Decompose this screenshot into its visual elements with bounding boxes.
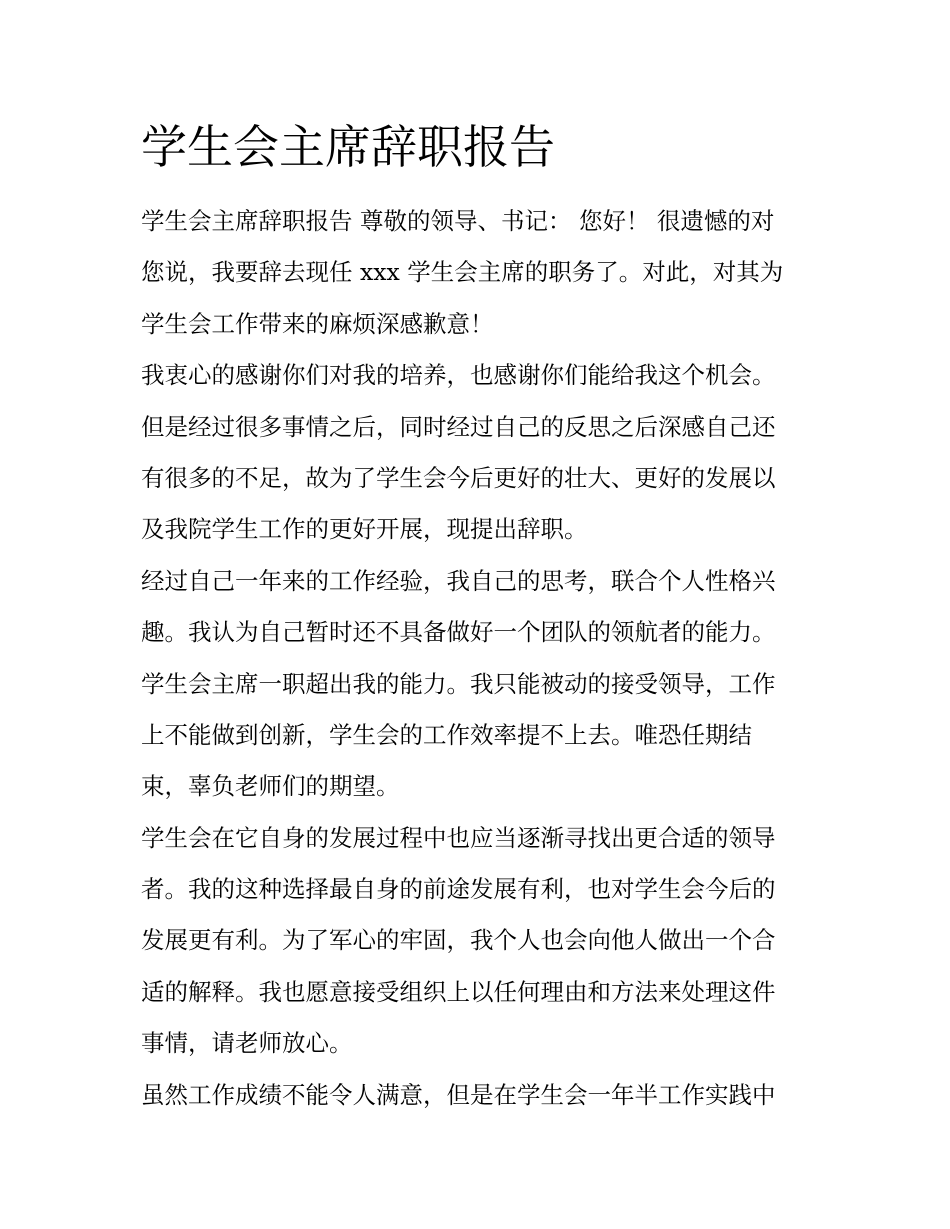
text-line: 束，辜负老师们的期望。 <box>141 772 400 801</box>
text-line: 趣。我认为自己暂时还不具备做好一个团队的领航者的能力。 <box>141 618 776 647</box>
text-line: 学生会工作带来的麻烦深感歉意！ <box>141 309 494 338</box>
document-body <box>141 196 813 1121</box>
text-line: 者。我的这种选择最自身的前途发展有利，也对学生会今后的 <box>141 875 776 904</box>
text-line: 您说，我要辞去现任 xxx 学生会主席的职务了。对此，对其为 <box>141 258 784 287</box>
text-line: 适的解释。我也愿意接受组织上以任何理由和方法来处理这件 <box>141 977 776 1006</box>
text-line: 上不能做到创新，学生会的工作效率提不上去。唯恐任期结 <box>141 720 752 749</box>
text-line: 我衷心的感谢你们对我的培养，也感谢你们能给我这个机会。 <box>141 361 776 390</box>
text-line: 学生会主席一职超出我的能力。我只能被动的接受领导，工作 <box>141 669 776 698</box>
text-line: 发展更有利。为了军心的牢固，我个人也会向他人做出一个合 <box>141 926 776 955</box>
text-line: 但是经过很多事情之后，同时经过自己的反思之后深感自己还 <box>141 412 776 441</box>
text-line: 及我院学生工作的更好开展，现提出辞职。 <box>141 515 588 544</box>
text-line: 经过自己一年来的工作经验，我自己的思考，联合个人性格兴 <box>141 566 776 595</box>
text-line: 有很多的不足，故为了学生会今后更好的壮大、更好的发展以 <box>141 463 776 492</box>
text-line: 学生会主席辞职报告 尊敬的领导、书记： 您好！ 很遗憾的对 <box>141 207 775 235</box>
text-line: 学生会在它自身的发展过程中也应当逐渐寻找出更合适的领导 <box>141 823 776 852</box>
text-line: 事情，请老师放心。 <box>141 1029 353 1058</box>
document-title: 学生会主席辞职报告 <box>141 120 555 174</box>
text-line: 虽然工作成绩不能令人满意，但是在学生会一年半工作实践中 <box>141 1080 776 1109</box>
